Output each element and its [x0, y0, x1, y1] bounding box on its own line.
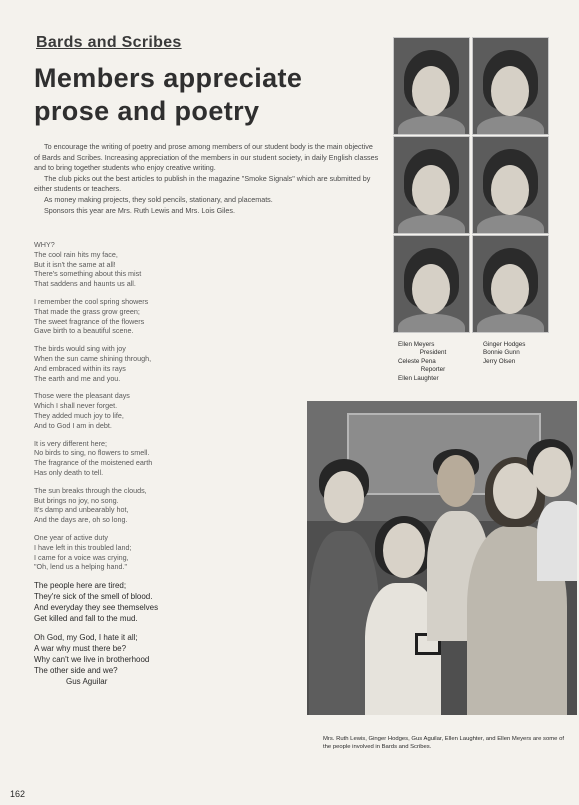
page-number: 162: [10, 789, 26, 799]
poem-stanza: [34, 486, 264, 525]
caption-line: Ginger Hodges: [483, 341, 526, 348]
poem-line: The fragrance of the moistened earth: [34, 458, 153, 468]
poem-line: Why can't we live in brotherhood: [34, 655, 150, 665]
poem-line: But it isn't the same at all!: [34, 259, 116, 269]
portrait-caption-left: [398, 341, 468, 383]
portrait-photo: [472, 136, 549, 234]
intro-paragraph: The club picks out the best articles to publish in the magazine "Smoke Signals" which are submitted by either students or teachers.: [34, 173, 371, 194]
intro-paragraph: To encourage the writing of poetry and prose among members of our student body is the main objective of Bards and Scribes. Increasing appreciation of the members in our student society, in daily English classes and to bring together students who enjoy creative writing.: [34, 142, 379, 173]
portrait-photo: [472, 235, 549, 333]
poem: [34, 240, 264, 695]
portrait-caption-right: [483, 341, 563, 366]
poem-line: The other side and we?: [34, 666, 118, 676]
portrait-photo: [393, 136, 470, 234]
portrait-photo: [393, 235, 470, 333]
poem-line: But brings no joy, no song.: [34, 495, 119, 505]
poem-line: Those were the pleasant days: [34, 391, 130, 401]
poem-line: That saddens and haunts us all.: [34, 279, 136, 289]
intro-paragraph: Sponsors this year are Mrs. Ruth Lewis and Mrs. Lois Giles.: [44, 205, 235, 215]
poem-line: I have left in this troubled land;: [34, 542, 132, 552]
poem-stanza: [34, 632, 264, 687]
poem-line: The cool rain hits my face,: [34, 249, 118, 259]
poem-line: Has only death to tell.: [34, 467, 104, 477]
section-title: Bards and Scribes: [36, 34, 182, 51]
poem-line: The birds would sing with joy: [34, 344, 126, 354]
poem-line: That made the grass grow green;: [34, 306, 140, 316]
caption-line: Celeste Pena: [398, 357, 436, 365]
poem-line: It's damp and unbearably hot,: [34, 505, 129, 515]
portrait-photo: [472, 37, 549, 135]
caption-line: President: [419, 349, 447, 357]
page-headline: Members appreciate prose and poetry: [34, 63, 303, 126]
poem-stanza: [34, 344, 264, 383]
caption-line: Ellen Meyers: [398, 341, 435, 348]
poem-line: Get killed and fall to the mud.: [34, 614, 138, 624]
poem-line: It is very different here;: [34, 438, 107, 448]
poem-stanza: [34, 391, 264, 430]
poem-line: Oh God, my God, I hate it all;: [34, 633, 138, 643]
poem-line: The earth and me and you.: [34, 373, 121, 383]
poem-line: One year of active duty: [34, 532, 108, 542]
poem-stanza: [34, 580, 264, 624]
poem-line: No birds to sing, no flowers to smell.: [34, 448, 150, 458]
intro-text: [34, 142, 379, 216]
poem-line: The sweet fragrance of the flowers: [34, 316, 145, 326]
poem-line: Gave birth to a beautiful scene.: [34, 326, 134, 336]
poem-line: The sun breaks through the clouds,: [34, 485, 147, 495]
caption-line: Ellen Laughter: [398, 374, 439, 382]
poem-line: There's something about this mist: [34, 269, 142, 279]
poem-line: And everyday they see themselves: [34, 603, 159, 613]
poem-line: And the days are, oh so long.: [34, 515, 128, 525]
poem-author: Gus Aguilar: [66, 677, 108, 687]
poem-line: Which I shall never forget.: [34, 401, 118, 411]
poem-stanza: [34, 533, 264, 572]
poem-line: "Oh, lend us a helping hand.": [34, 562, 128, 572]
caption-line: Bonnie Gunn: [483, 349, 520, 357]
poem-line: I remember the cool spring showers: [34, 296, 149, 306]
poem-line: And embraced within its rays: [34, 363, 126, 373]
intro-paragraph: As money making projects, they sold pencils, stationary, and placemats.: [44, 194, 273, 204]
poem-line: I came for a voice was crying,: [34, 552, 129, 562]
poem-line: They added much joy to life,: [34, 410, 124, 420]
group-photo-caption: Mrs. Ruth Lewis, Ginger Hodges, Gus Aguilar, Ellen Laughter, and Ellen Meyers are some of the people involved in Bards and Scribes.: [323, 736, 564, 750]
caption-line: Jerry Olsen: [483, 357, 516, 365]
caption-line: Reporter: [420, 366, 446, 374]
portrait-photo: [393, 37, 470, 135]
poem-line: And to God I am in debt.: [34, 420, 112, 430]
poem-stanza: [34, 240, 264, 289]
poem-line: A war why must there be?: [34, 644, 127, 654]
poem-line: The people here are tired;: [34, 581, 127, 591]
poem-title: WHY?: [34, 240, 55, 249]
poem-stanza: [34, 439, 264, 478]
poem-line: They're sick of the smell of blood.: [34, 592, 153, 602]
poem-line: When the sun came shining through,: [34, 353, 152, 363]
poem-stanza: [34, 297, 264, 336]
group-photo: [307, 401, 577, 715]
